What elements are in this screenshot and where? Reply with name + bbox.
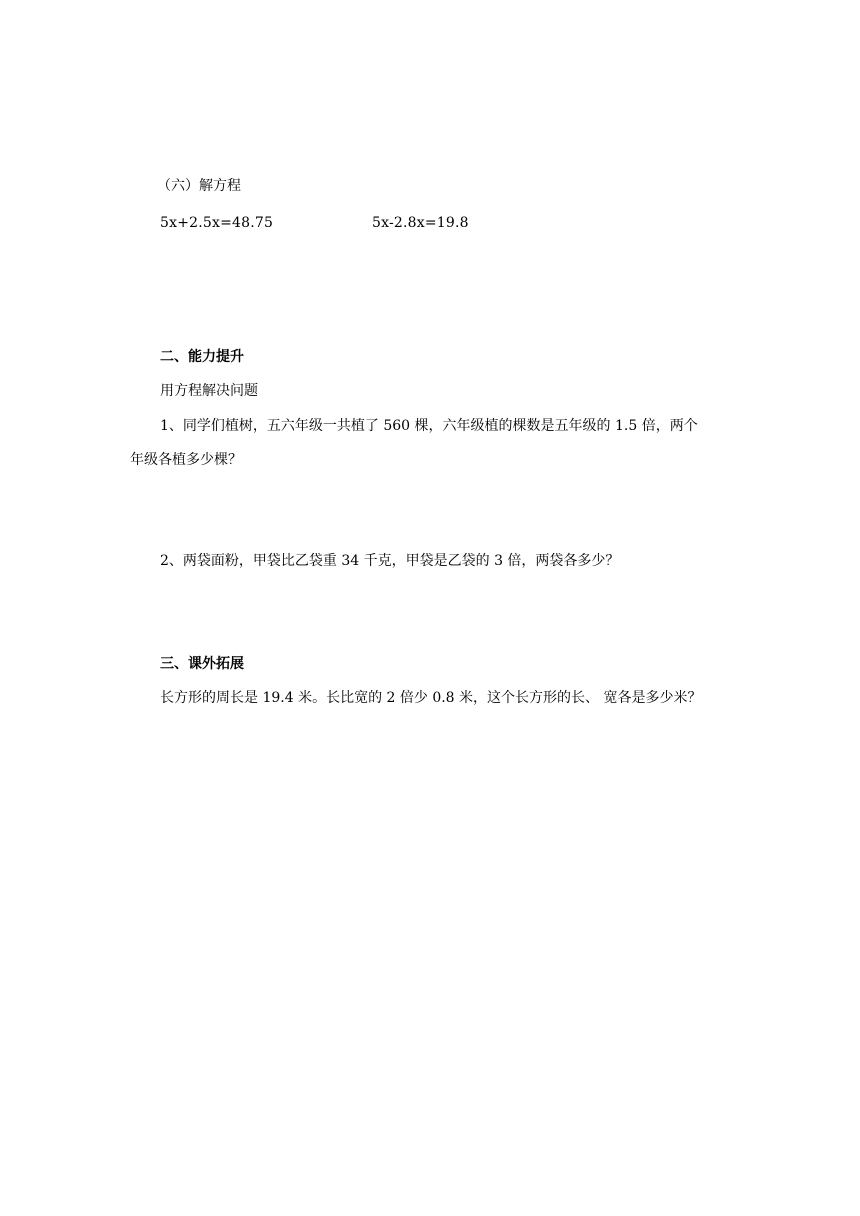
problem-2: 2、两袋面粉，甲袋比乙袋重 34 千克，甲袋是乙袋的 3 倍，两袋各多少？ xyxy=(160,553,620,569)
problem-1-line-1: 1、同学们植树，五六年级一共植了 560 棵，六年级植的棵数是五年级的 1.5 倍，两个 xyxy=(160,418,698,434)
section-two-subheading: 用方程解决问题 xyxy=(160,383,258,399)
section-six-heading: （六）解方程 xyxy=(157,178,241,194)
problem-1-line-2: 年级各植多少棵？ xyxy=(130,452,242,468)
equation-1: 5x+2.5x=48.75 xyxy=(160,215,274,231)
section-three-problem: 长方形的周长是 19.4 米。长比宽的 2 倍少 0.8 米，这个长方形的长、 宽各是多少米？ xyxy=(160,690,702,706)
section-two-heading: 二、能力提升 xyxy=(160,349,244,365)
section-three-heading: 三、课外拓展 xyxy=(160,656,244,672)
equation-2: 5x-2.8x=19.8 xyxy=(372,215,469,231)
